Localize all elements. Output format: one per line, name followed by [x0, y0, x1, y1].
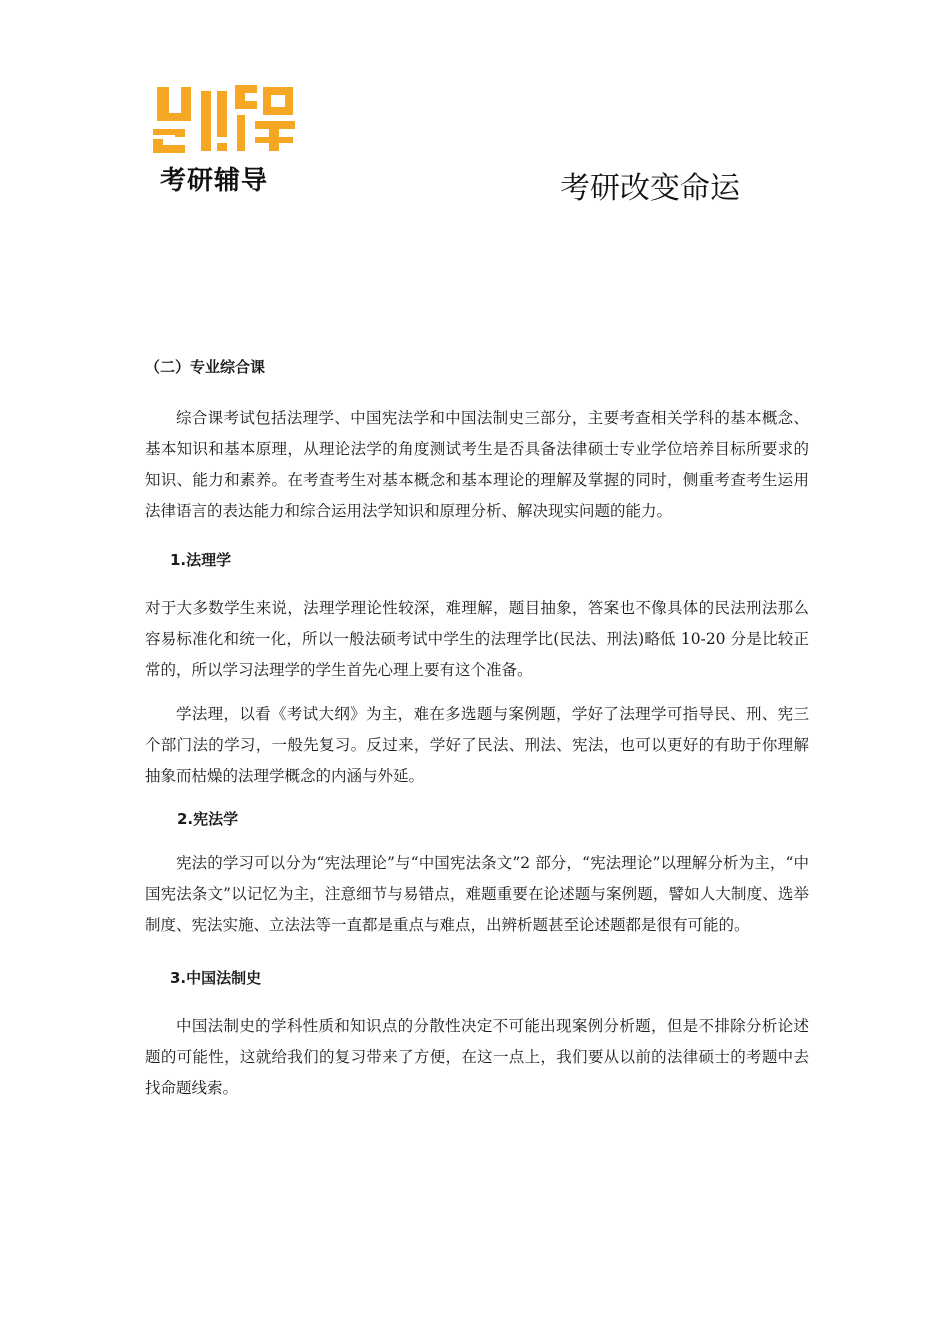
logo-subtitle: 考研辅导 — [160, 166, 269, 196]
subsection-title-3: 3.中国法制史 — [170, 969, 262, 987]
header-slogan: 考研改变命运 — [560, 171, 740, 206]
section-title: （二）专业综合课 — [145, 358, 266, 376]
subsection-title-2: 2.宪法学 — [177, 810, 239, 828]
document-body — [145, 352, 809, 1104]
logo-mark — [150, 76, 300, 160]
paragraph-1-1: 对于大多数学生来说，法理学理论性较深，难理解，题目抽象，答案也不像具体的民法刑法那么容易标准化和统一化，所以一般法硕考试中学生的法理学比(民法、刑法)略低 10-20 分是比较正常的，所以学习法理学的学生首先心理上要有这个准备。 — [145, 599, 809, 679]
subsection-title-1: 1.法理学 — [170, 551, 232, 569]
section-intro: 综合课考试包括法理学、中国宪法学和中国法制史三部分，主要考查相关学科的基本概念、基本知识和基本原理，从理论法学的角度测试考生是否具备法律硕士专业学位培养目标所要求的知识、能力和素养。在考查考生对基本概念和基本理论的理解及掌握的同时，侧重考查考生运用法律语言的表达能力和综合运用法学知识和原理分析、解决现实问题的能力。 — [145, 409, 809, 520]
paragraph-1-2: 学法理，以看《考试大纲》为主，难在多选题与案例题，学好了法理学可指导民、刑、宪三个部门法的学习，一般先复习。反过来，学好了民法、刑法、宪法，也可以更好的有助于你理解抽象而枯燥的法理学概念的内涵与外延。 — [145, 705, 809, 785]
paragraph-2-1: 宪法的学习可以分为“宪法理论”与“中国宪法条文”2 部分，“宪法理论”以理解分析为主，“中国宪法条文”以记忆为主，注意细节与易错点，难题重要在论述题与案例题，譬如人大制度、选举制度、宪法实施、立法法等一直都是重点与难点，出辨析题甚至论述题都是很有可能的。 — [145, 854, 809, 934]
brand-logo — [150, 76, 300, 200]
paragraph-3-1: 中国法制史的学科性质和知识点的分散性决定不可能出现案例分析题，但是不排除分析论述题的可能性，这就给我们的复习带来了方便，在这一点上，我们要从以前的法律硕士的考题中去找命题线索。 — [145, 1017, 809, 1097]
